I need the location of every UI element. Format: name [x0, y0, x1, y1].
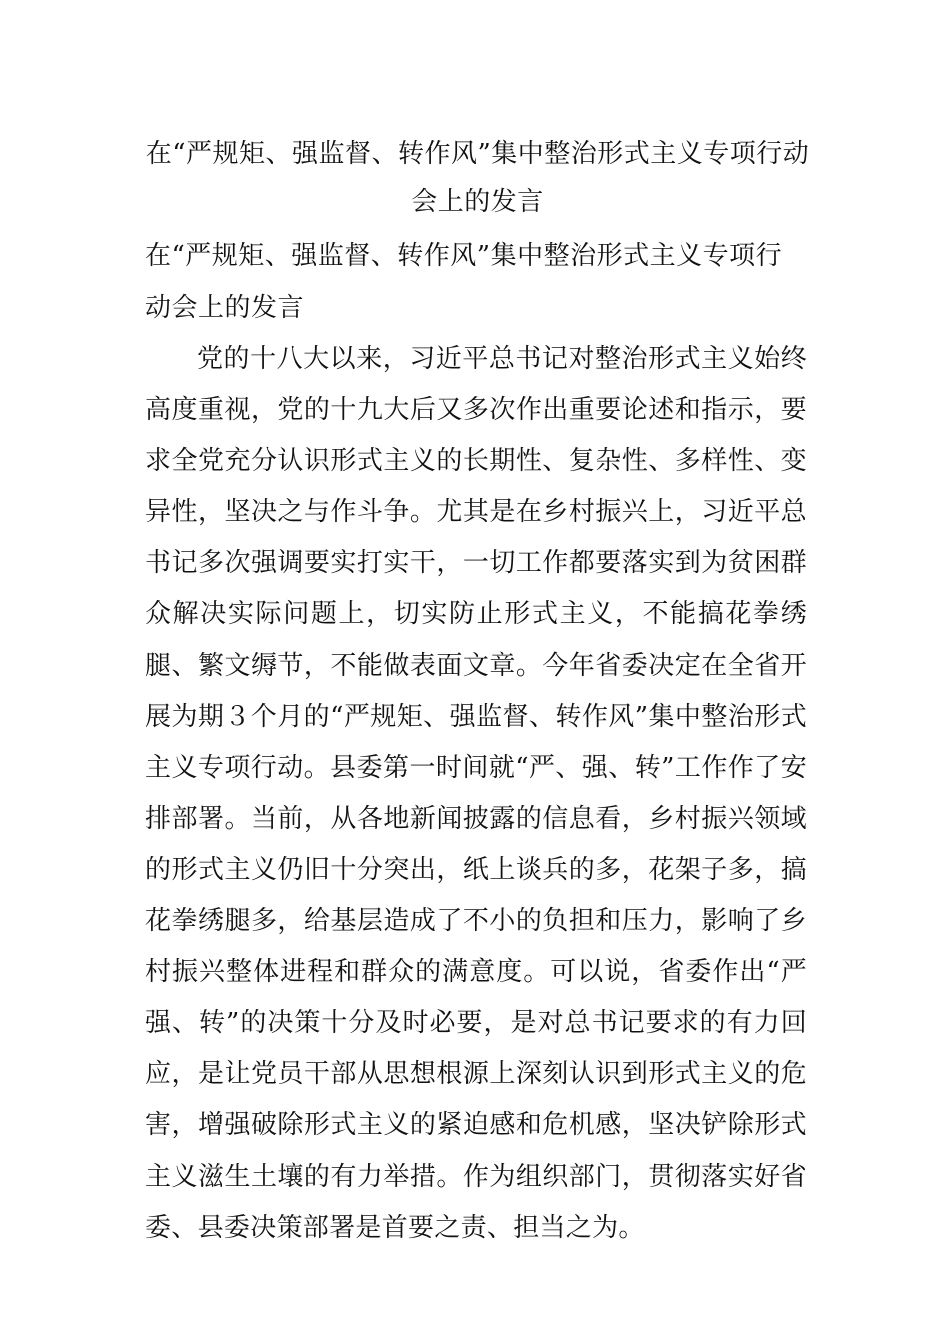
- body-paragraph: 党的十八大以来，习近平总书记对整治形式主义始终高度重视，党的十九大后又多次作出重要论述和指示，要求全党充分认识形式主义的长期性、复杂性、多样性、变异性，坚决之与作斗争。尤其是在乡村振兴上，习近平总书记多次强调要实打实干，一切工作都要落实到为贫困群众解决实际问题上，切实防止形式主义，不能搞花拳绣腿、繁文缛节，不能做表面文章。今年省委决定在全省开展为期３个月的“严规矩、强监督、转作风”集中整治形式主义专项行动。县委第一时间就“严、强、转”工作作了安排部署。当前，从各地新闻披露的信息看，乡村振兴领域的形式主义仍旧十分突出，纸上谈兵的多，花架子多，搞花拳绣腿多，给基层造成了不小的负担和压力，影响了乡村振兴整体进程和群众的满意度。可以说，省委作出“严强、转”的决策十分及时必要，是对总书记要求的有力回应，是让党员干部从思想根源上深刻认识到形式主义的危害，增强破除形式主义的紧迫感和危机感，坚决铲除形式主义滋生土壤的有力举措。作为组织部门，贯彻落实好省委、县委决策部署是首要之责、担当之为。: [145, 344, 807, 1243]
- document-title: 在“严规矩、强监督、转作风”集中整治形式主义专项行动会上的发言: [145, 139, 810, 217]
- document-subtitle: 在“严规矩、强监督、转作风”集中整治形式主义专项行动会上的发言: [145, 241, 783, 323]
